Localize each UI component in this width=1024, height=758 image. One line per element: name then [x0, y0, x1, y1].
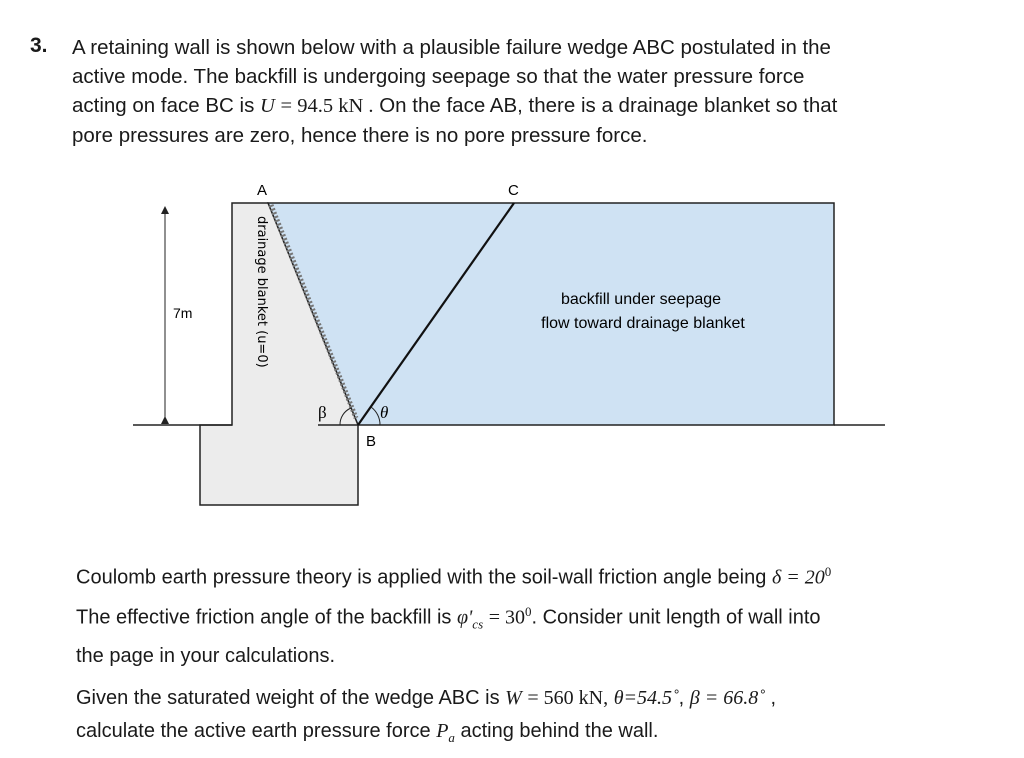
phi-value: = 30	[488, 606, 525, 629]
u-value: = 94.5 kN .	[280, 95, 374, 117]
intro-line-2: active mode. The backfill is undergoing seepage so that the water pressure force	[72, 65, 805, 88]
phi-symbol: φ'	[456, 606, 473, 629]
point-c-label: C	[508, 182, 519, 199]
backfill-label-line-1: backfill under seepage	[560, 291, 722, 308]
w-value: = 560 kN,	[527, 687, 609, 709]
intro-line-3-rest: On the face AB, there is a drainage blanket so that	[379, 94, 838, 117]
drainage-blanket-label: drainage blanket (u=0)	[254, 216, 269, 368]
height-label: 7m	[173, 305, 193, 321]
backfill-label-line-2: flow toward drainage blanket	[541, 315, 745, 332]
para2-line-3: the page in your calculations.	[76, 645, 336, 668]
phi-deg: 0	[524, 603, 532, 619]
para2-line2-text: The effective friction angle of the backfill is	[76, 606, 452, 629]
problem-number: 3.	[30, 34, 48, 57]
para3-line-2	[76, 715, 1006, 754]
para2-line-1	[76, 555, 1006, 595]
para2-line1-text: Coulomb earth pressure theory is applied with the soil-wall friction angle being	[76, 566, 767, 589]
paragraph-2	[76, 555, 1006, 673]
theta-value: θ=54.5˚	[613, 687, 679, 709]
point-b-label: B	[366, 433, 377, 450]
para3-line1-start: Given the saturated weight of the wedge ABC is	[76, 687, 500, 709]
para2-line-2	[76, 595, 1006, 641]
phi-subscript: cs	[472, 616, 484, 632]
backfill-region	[268, 203, 834, 425]
delta-deg: 0	[824, 564, 832, 579]
beta-label: β	[318, 403, 327, 422]
u-symbol: U	[260, 95, 275, 117]
intro-line-1: A retaining wall is shown below with a plausible failure wedge ABC postulated in the	[72, 36, 831, 59]
intro-line-4: pore pressures are zero, hence there is no pore pressure force.	[72, 124, 648, 147]
w-symbol: W	[505, 687, 522, 709]
paragraph-3	[76, 682, 1006, 754]
delta-eq: δ = 20	[771, 566, 825, 589]
para3-line2-start: calculate the active earth pressure force	[76, 720, 431, 742]
point-a-label: A	[257, 182, 268, 199]
beta-value: β = 66.8˚	[689, 687, 765, 709]
para2-line2-end: . Consider unit length of wall into	[531, 606, 821, 629]
pa-symbol: P	[436, 720, 449, 742]
pa-subscript: a	[448, 730, 455, 745]
theta-label: θ	[380, 403, 389, 422]
para3-line2-end: acting behind the wall.	[460, 720, 659, 742]
para3-line-1: Given the saturated weight of the wedge ABC is W = 560 kN, θ=54.5˚, β = 66.8˚ ,	[76, 687, 777, 709]
intro-line-3-prefix: acting on face BC is	[72, 94, 261, 117]
